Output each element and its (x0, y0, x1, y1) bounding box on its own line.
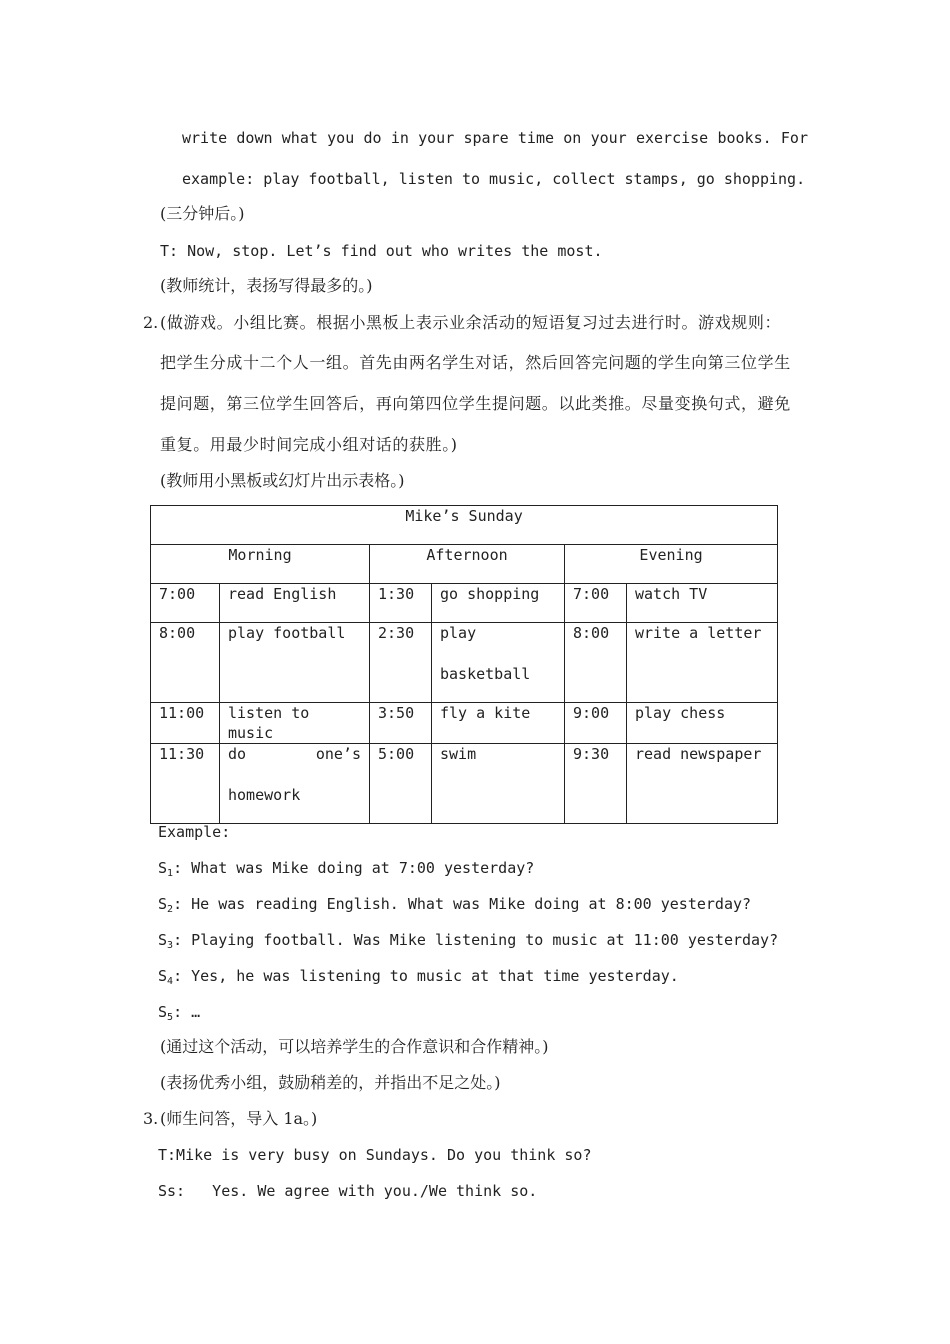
time-cell: 9:30 (565, 744, 627, 824)
period-morning: Morning (151, 545, 370, 584)
time-cell: 7:00 (565, 584, 627, 623)
item-3-number: 3. (143, 1109, 159, 1128)
speaker-number: 5 (167, 1012, 174, 1023)
item-3-text: (师生问答，导入 1a。) (160, 1109, 318, 1128)
time-cell: 2:30 (370, 623, 432, 703)
activity-cell: write a letter (627, 623, 778, 703)
table-row (151, 744, 778, 824)
activity-text-continued: homework (228, 786, 301, 804)
students-line: Ss: Yes. We agree with you./We think so. (158, 1182, 538, 1200)
teacher-line-1: T: Now, stop. Let’s find out who writes the most. (160, 242, 603, 260)
activity-cell: watch TV (627, 584, 778, 623)
intro-line-1 (182, 128, 808, 148)
speaker: S (158, 1003, 168, 1021)
period-afternoon: Afternoon (370, 545, 565, 584)
activity-cell: read newspaper (627, 744, 778, 824)
time-cell: 3:50 (370, 703, 432, 744)
word: do (363, 129, 382, 147)
word: on (563, 129, 582, 147)
example-label: Example: (158, 823, 231, 841)
time-cell: 5:00 (370, 744, 432, 824)
word: For (780, 129, 808, 147)
word: down (236, 129, 273, 147)
activity-cell: play football (220, 623, 370, 703)
teacher-line-2: T:Mike is very busy on Sundays. Do you think so? (158, 1146, 592, 1164)
word: exercise (635, 129, 709, 147)
time-cell: 11:00 (151, 703, 220, 744)
activity-text: play (440, 624, 477, 642)
intro-line-2: example: play football, listen to music, collect stamps, go shopping. (182, 170, 806, 188)
word: your (590, 129, 627, 147)
dialogue-line (158, 1002, 200, 1022)
time-cell: 11:30 (151, 744, 220, 824)
table-row (151, 703, 778, 744)
intro-note-2: (教师统计，表扬写得最多的。) (160, 276, 373, 295)
table-title-row (151, 506, 778, 545)
activity-cell: swim (432, 744, 565, 824)
dialogue-text: : What was Mike doing at 7:00 yesterday? (173, 859, 535, 877)
dialogue-line (158, 966, 679, 986)
activity-text-mid: one’s (315, 745, 361, 763)
dialogue-text: : Yes, he was listening to music at that time yesterday. (173, 967, 679, 985)
period-evening: Evening (565, 545, 778, 584)
activity-cell (220, 744, 370, 824)
example-note-1: (通过这个活动，可以培养学生的合作意识和合作精神。) (160, 1037, 549, 1056)
item-2-text-line: 重复。用最少时间完成小组对话的获胜。) (160, 435, 458, 454)
activity-cell: fly a kite (432, 703, 565, 744)
word: your (418, 129, 455, 147)
example-note-2: (表扬优秀小组，鼓励稍差的，并指出不足之处。) (160, 1073, 501, 1092)
speaker: S (158, 859, 168, 877)
word: books. (717, 129, 772, 147)
word: you (327, 129, 355, 147)
dialogue-line (158, 894, 751, 914)
dialogue-line (158, 930, 778, 950)
activity-text-continued: basketball (440, 665, 531, 683)
word: spare (463, 129, 509, 147)
activity-cell: listen to music (220, 703, 370, 744)
speaker-number: 2 (167, 904, 174, 915)
schedule-table (150, 505, 778, 824)
item-2-text-line: 把学生分成十二个人一组。首先由两名学生对话，然后回答完问题的学生向第三位学生 (160, 353, 791, 372)
activity-text: do (228, 745, 247, 763)
item-2-text-line: 提问题，第三位学生回答后，再向第四位学生提问题。以此类推。尽量变换句式，避免 (160, 394, 791, 413)
table-title: Mike’s Sunday (151, 506, 778, 545)
word: time (517, 129, 555, 147)
dialogue-text: : Playing football. Was Mike listening to music at 11:00 yesterday? (173, 931, 779, 949)
time-cell: 8:00 (565, 623, 627, 703)
time-cell: 1:30 (370, 584, 432, 623)
speaker: S (158, 931, 168, 949)
table-period-row (151, 545, 778, 584)
item-2-note: (教师用小黑板或幻灯片出示表格。) (160, 471, 405, 490)
time-cell: 9:00 (565, 703, 627, 744)
word: write (182, 129, 228, 147)
word: what (281, 129, 318, 147)
activity-cell: play chess (627, 703, 778, 744)
dialogue-text: : He was reading English. What was Mike doing at 8:00 yesterday? (173, 895, 752, 913)
speaker-number: 4 (167, 976, 174, 987)
speaker: S (158, 895, 168, 913)
time-cell: 7:00 (151, 584, 220, 623)
word: in (390, 129, 409, 147)
table-row (151, 584, 778, 623)
item-2-number: 2. (143, 313, 159, 332)
item-2-text-line: (做游戏。小组比赛。根据小黑板上表示业余活动的短语复习过去进行时。游戏规则： (160, 313, 782, 332)
activity-cell: go shopping (432, 584, 565, 623)
activity-cell: read English (220, 584, 370, 623)
time-cell: 8:00 (151, 623, 220, 703)
speaker-number: 3 (167, 940, 174, 951)
table-row (151, 623, 778, 703)
dialogue-text: : … (173, 1003, 201, 1021)
activity-cell (432, 623, 565, 703)
intro-note-1: (三分钟后。) (160, 204, 245, 223)
speaker-number: 1 (167, 868, 174, 879)
dialogue-line (158, 858, 534, 878)
speaker: S (158, 967, 168, 985)
